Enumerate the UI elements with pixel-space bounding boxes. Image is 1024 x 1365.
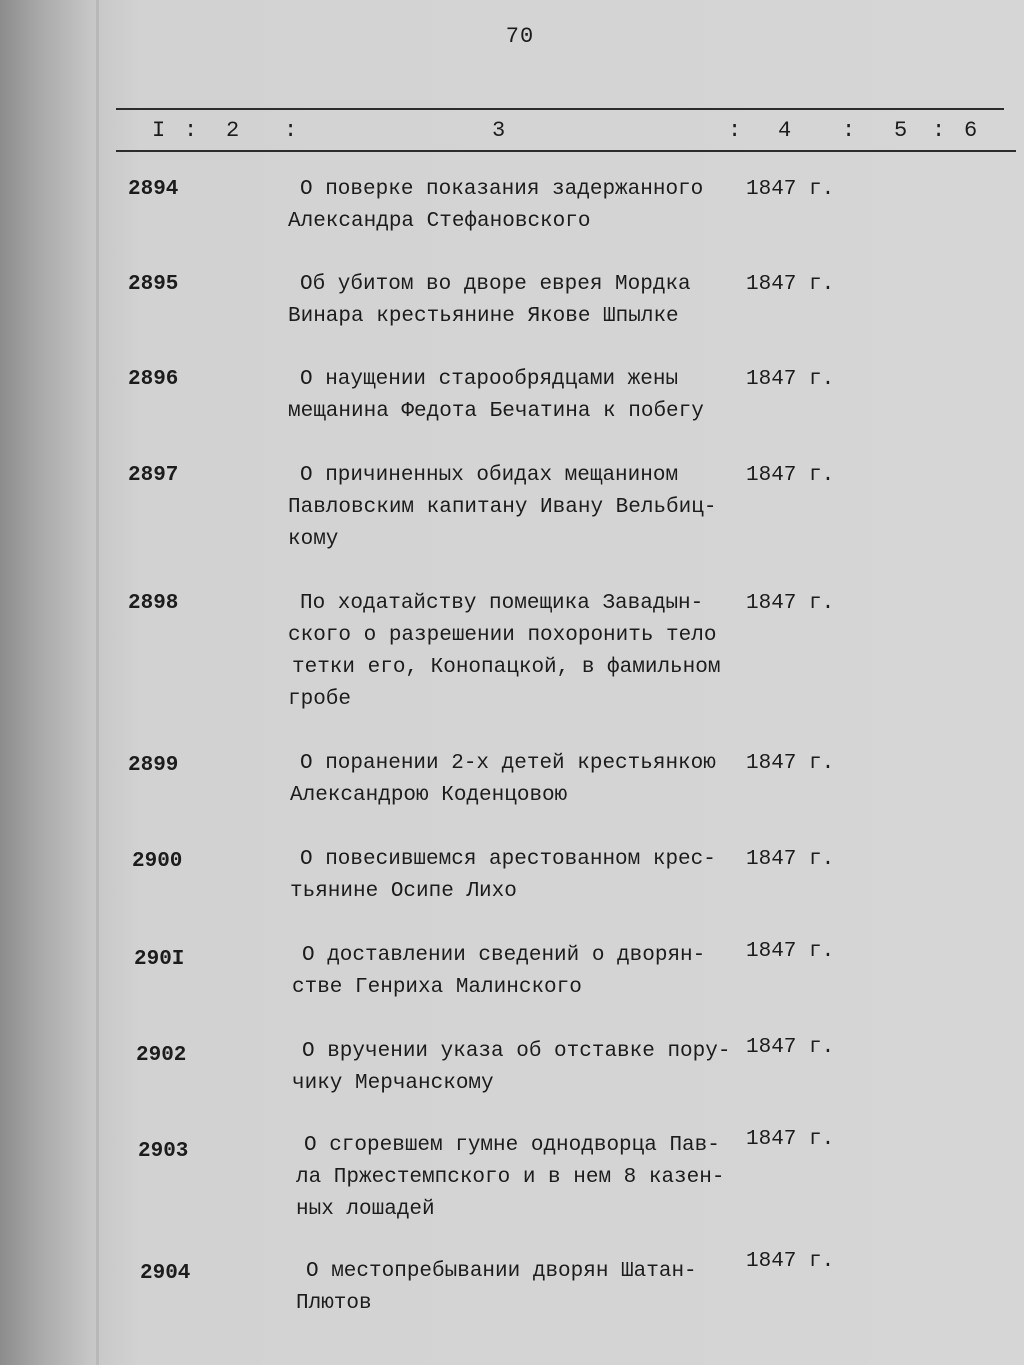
entry-description-line: Павловским капитану Ивану Вельбиц- [288,496,717,519]
entry-number: 2904 [140,1262,191,1285]
entry-description-line: тьянине Осипе Лихо [290,880,517,903]
header-separator-2: : [284,118,298,143]
entry-description-line: Об убитом во дворе еврея Мордка [300,273,691,296]
header-col-5: 5 [894,118,908,143]
entry-description-line: О вручении указа об отставке пору- [302,1040,731,1063]
entry-number: 2895 [128,273,179,296]
page-number: 70 [505,24,535,49]
entry-description-line: О поранении 2-х детей крестьянкою [300,752,716,775]
entry-year: 1847 г. [746,1250,835,1273]
entry-number: 2894 [128,178,179,201]
entry-number: 2902 [136,1044,187,1067]
entry-description-line: О местопребывании дворян Шатан- [306,1260,697,1283]
entry-year: 1847 г. [746,752,835,775]
header-col-6: 6 [964,118,978,143]
entry-description-line: О поверке показания задержанного [300,178,704,201]
entry-year: 1847 г. [746,1128,835,1151]
header-rule-top [116,108,1004,110]
entry-description-line: По ходатайству помещика Завадын- [300,592,704,615]
header-separator-5: : [932,118,946,143]
entry-year: 1847 г. [746,1036,835,1059]
header-col-2: 2 [226,118,240,143]
entry-year: 1847 г. [746,368,835,391]
entry-description-line: Александра Стефановского [288,210,591,233]
entry-description-line: гробе [288,688,352,711]
header-col-1: I [152,118,166,143]
entry-year: 1847 г. [746,848,835,871]
entry-number: 2900 [132,850,183,873]
entry-description-line: О сгоревшем гумне однодворца Пав- [304,1134,720,1157]
entry-description-line: О причиненных обидах мещанином [300,464,679,487]
entry-description-line: О повесившемся арестованном крес- [300,848,716,871]
entry-description-line: чику Мерчанскому [292,1072,494,1095]
header-col-4: 4 [778,118,792,143]
entry-description-line: Винара крестьянине Якове Шпылке [288,305,679,328]
entry-year: 1847 г. [746,178,835,201]
entry-description-line: Плютов [296,1292,372,1315]
header-col-3: 3 [492,118,506,143]
entry-number: 2899 [128,754,179,777]
entry-year: 1847 г. [746,940,835,963]
header-separator-1: : [184,118,198,143]
entry-description-line: тетки его, Конопацкой, в фамильном [292,656,721,679]
entry-description-line: ского о разрешении похоронить тело [288,624,717,647]
entry-description-line: О наущении старообрядцами жены [300,368,679,391]
header-rule-bottom [116,150,1016,152]
entry-description-line: мещанина Федота Бечатина к побегу [288,400,704,423]
entry-number: 2898 [128,592,179,615]
entry-description-line: ла Пржестемпского и в нем 8 казен- [296,1166,725,1189]
header-separator-4: : [842,118,856,143]
entry-number: 2897 [128,464,179,487]
binding-shadow [96,0,99,1365]
entry-year: 1847 г. [746,464,835,487]
entry-year: 1847 г. [746,273,835,296]
entry-description-line: О доставлении сведений о дворян- [302,944,706,967]
entry-description-line: стве Генриха Малинского [292,976,582,999]
header-separator-3: : [728,118,742,143]
entry-description-line: Александрою Коденцовою [290,784,568,807]
entry-description-line: кому [288,528,339,551]
entry-number: 290I [134,948,185,971]
entry-year: 1847 г. [746,592,835,615]
entry-number: 2903 [138,1140,189,1163]
entry-description-line: ных лошадей [296,1198,435,1221]
entry-number: 2896 [128,368,179,391]
